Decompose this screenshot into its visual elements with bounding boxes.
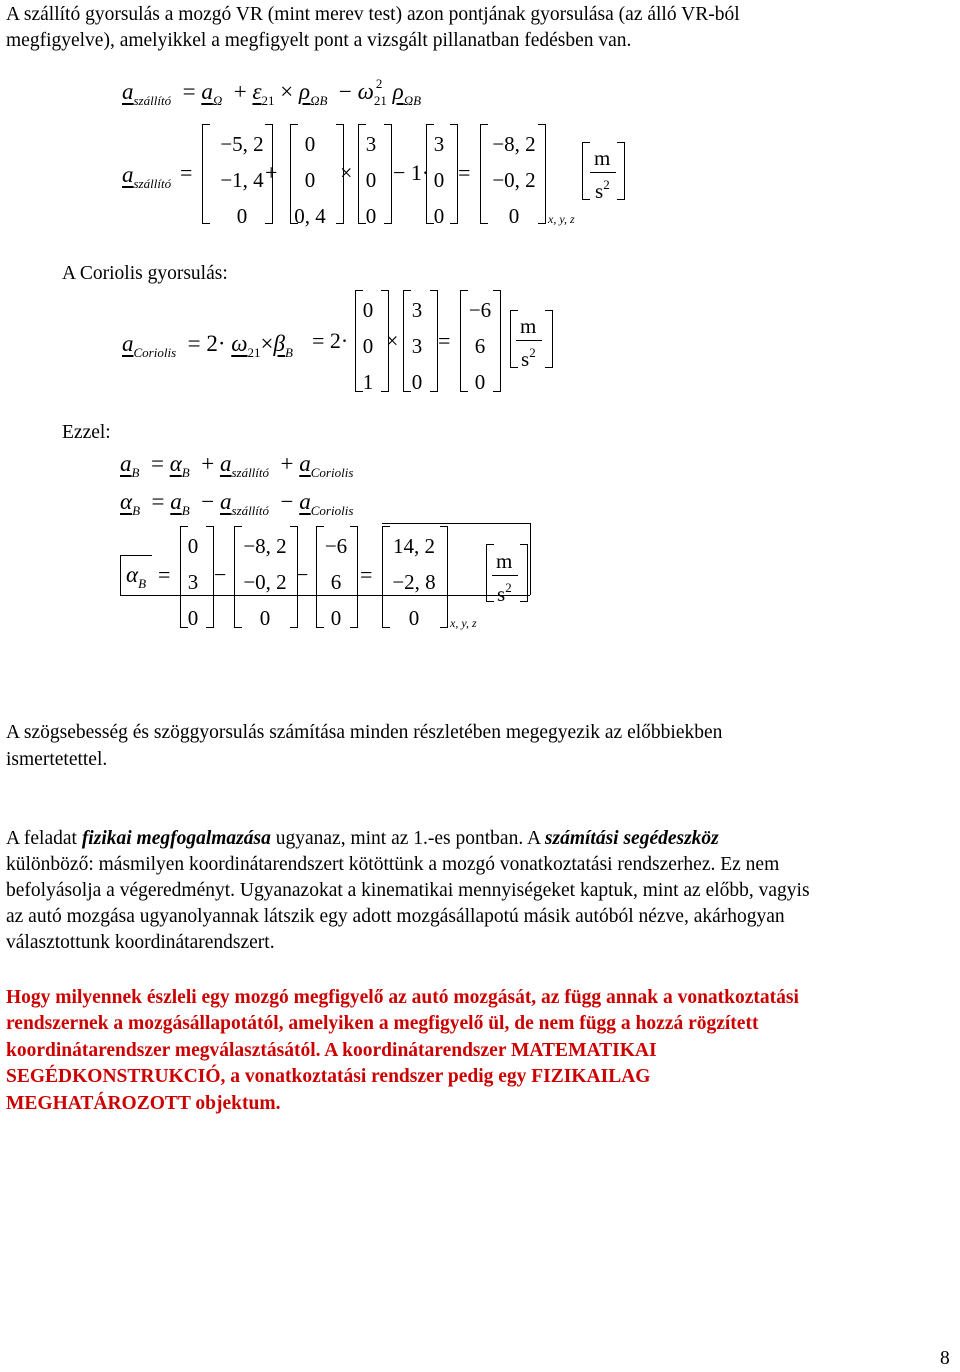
paragraph-2-line-2: különböző: másmilyen koordinátarendszert kötöttünk a mozgó vonatkoztatási rendszerhez. Ez nem xyxy=(6,854,780,875)
vector-a-b: 0 3 0 xyxy=(187,534,199,630)
red-line-1: Hogy milyennek észleli egy mozgó megfigyelő az autó mozgását, az függ annak a vonatkoztatási xyxy=(6,987,799,1008)
ezzel-label: Ezzel: xyxy=(62,422,111,443)
coriolis-heading: A Coriolis gyorsulás: xyxy=(62,263,228,284)
intro-line-2: megfigyelve), amelyikkel a megfigyelt pont a vizsgált pillanatban fedésben van. xyxy=(6,30,632,51)
equation-szallito-definition: $a_{szállító} = a_\Omega + \varepsilon_{21} \times \rho_{\Omega B} - \omega_{21 2}$ $\rho_{\Omega B}$ xyxy=(122,76,422,108)
red-line-3: koordinátarendszer megválasztásától. A koordinátarendszer MATEMATIKAI xyxy=(6,1040,657,1061)
paragraph-1-line-2: ismertetettel. xyxy=(6,749,108,770)
vector-rho-2: 3 0 0 xyxy=(433,132,445,228)
vector-result-coriolis: −6 6 0 xyxy=(468,298,492,394)
vector-beta: 3 3 0 xyxy=(411,298,423,394)
vector-result-alpha-b: 14, 2 −2, 8 0 xyxy=(392,534,436,630)
equation-alpha-b: $\alpha_B = a_B - a_{szállító} - a_{Coriolis}$ xyxy=(120,489,354,518)
vector-omega-21: 0 0 1 xyxy=(362,298,374,394)
vector-a-szallito: −8, 2 −0, 2 0 xyxy=(243,534,287,630)
intro-line-1: A szállító gyorsulás a mozgó VR (mint merev test) azon pontjának gyorsulása (az álló VR-ból xyxy=(6,4,740,25)
vector-result-szallito: −8, 2 −0, 2 0 xyxy=(492,132,536,228)
paragraph-1-line-1: A szögsebesség és szöggyorsulás számítása minden részletében megegyezik az előbbiekben xyxy=(6,722,723,743)
equation-a-b: $a_B = \alpha_B + a_{szállító} + a_{Coriolis}$ xyxy=(120,451,354,480)
vector-a-omega: −5, 2 −1, 4 0 xyxy=(220,132,264,228)
paragraph-2-line-1: A feladat fizikai megfogalmazása ugyanaz, mint az 1.-es pontban. A számítási segédeszköz xyxy=(6,828,719,849)
red-line-4: SEGÉDKONSTRUKCIÓ, a vonatkoztatási rendszer pedig egy FIZIKAILAG xyxy=(6,1066,651,1087)
vector-a-coriolis: −6 6 0 xyxy=(324,534,348,630)
page-number: 8 xyxy=(940,1348,950,1369)
paragraph-2-line-5: választottunk koordinátarendszert. xyxy=(6,932,275,953)
vector-rho: 3 0 0 xyxy=(365,132,377,228)
paragraph-2-line-3: befolyásolja a végeredményt. Ugyanazokat a kinematikai mennyiségeket kaptuk, mint az előbb, vagyis xyxy=(6,880,810,901)
red-line-2: rendszernek a mozgásállapotától, amelyiken a megfigyelő ül, de nem függ a hozzá rögzített xyxy=(6,1013,759,1034)
vector-epsilon: 0 0 0, 4 xyxy=(294,132,326,228)
red-line-5: MEGHATÁROZOTT objektum. xyxy=(6,1093,281,1114)
paragraph-2-line-4: az autó mozgása ugyanolyannak látszik egy adott mozgásállapotú másik autóból nézve, akárhogyan xyxy=(6,906,785,927)
